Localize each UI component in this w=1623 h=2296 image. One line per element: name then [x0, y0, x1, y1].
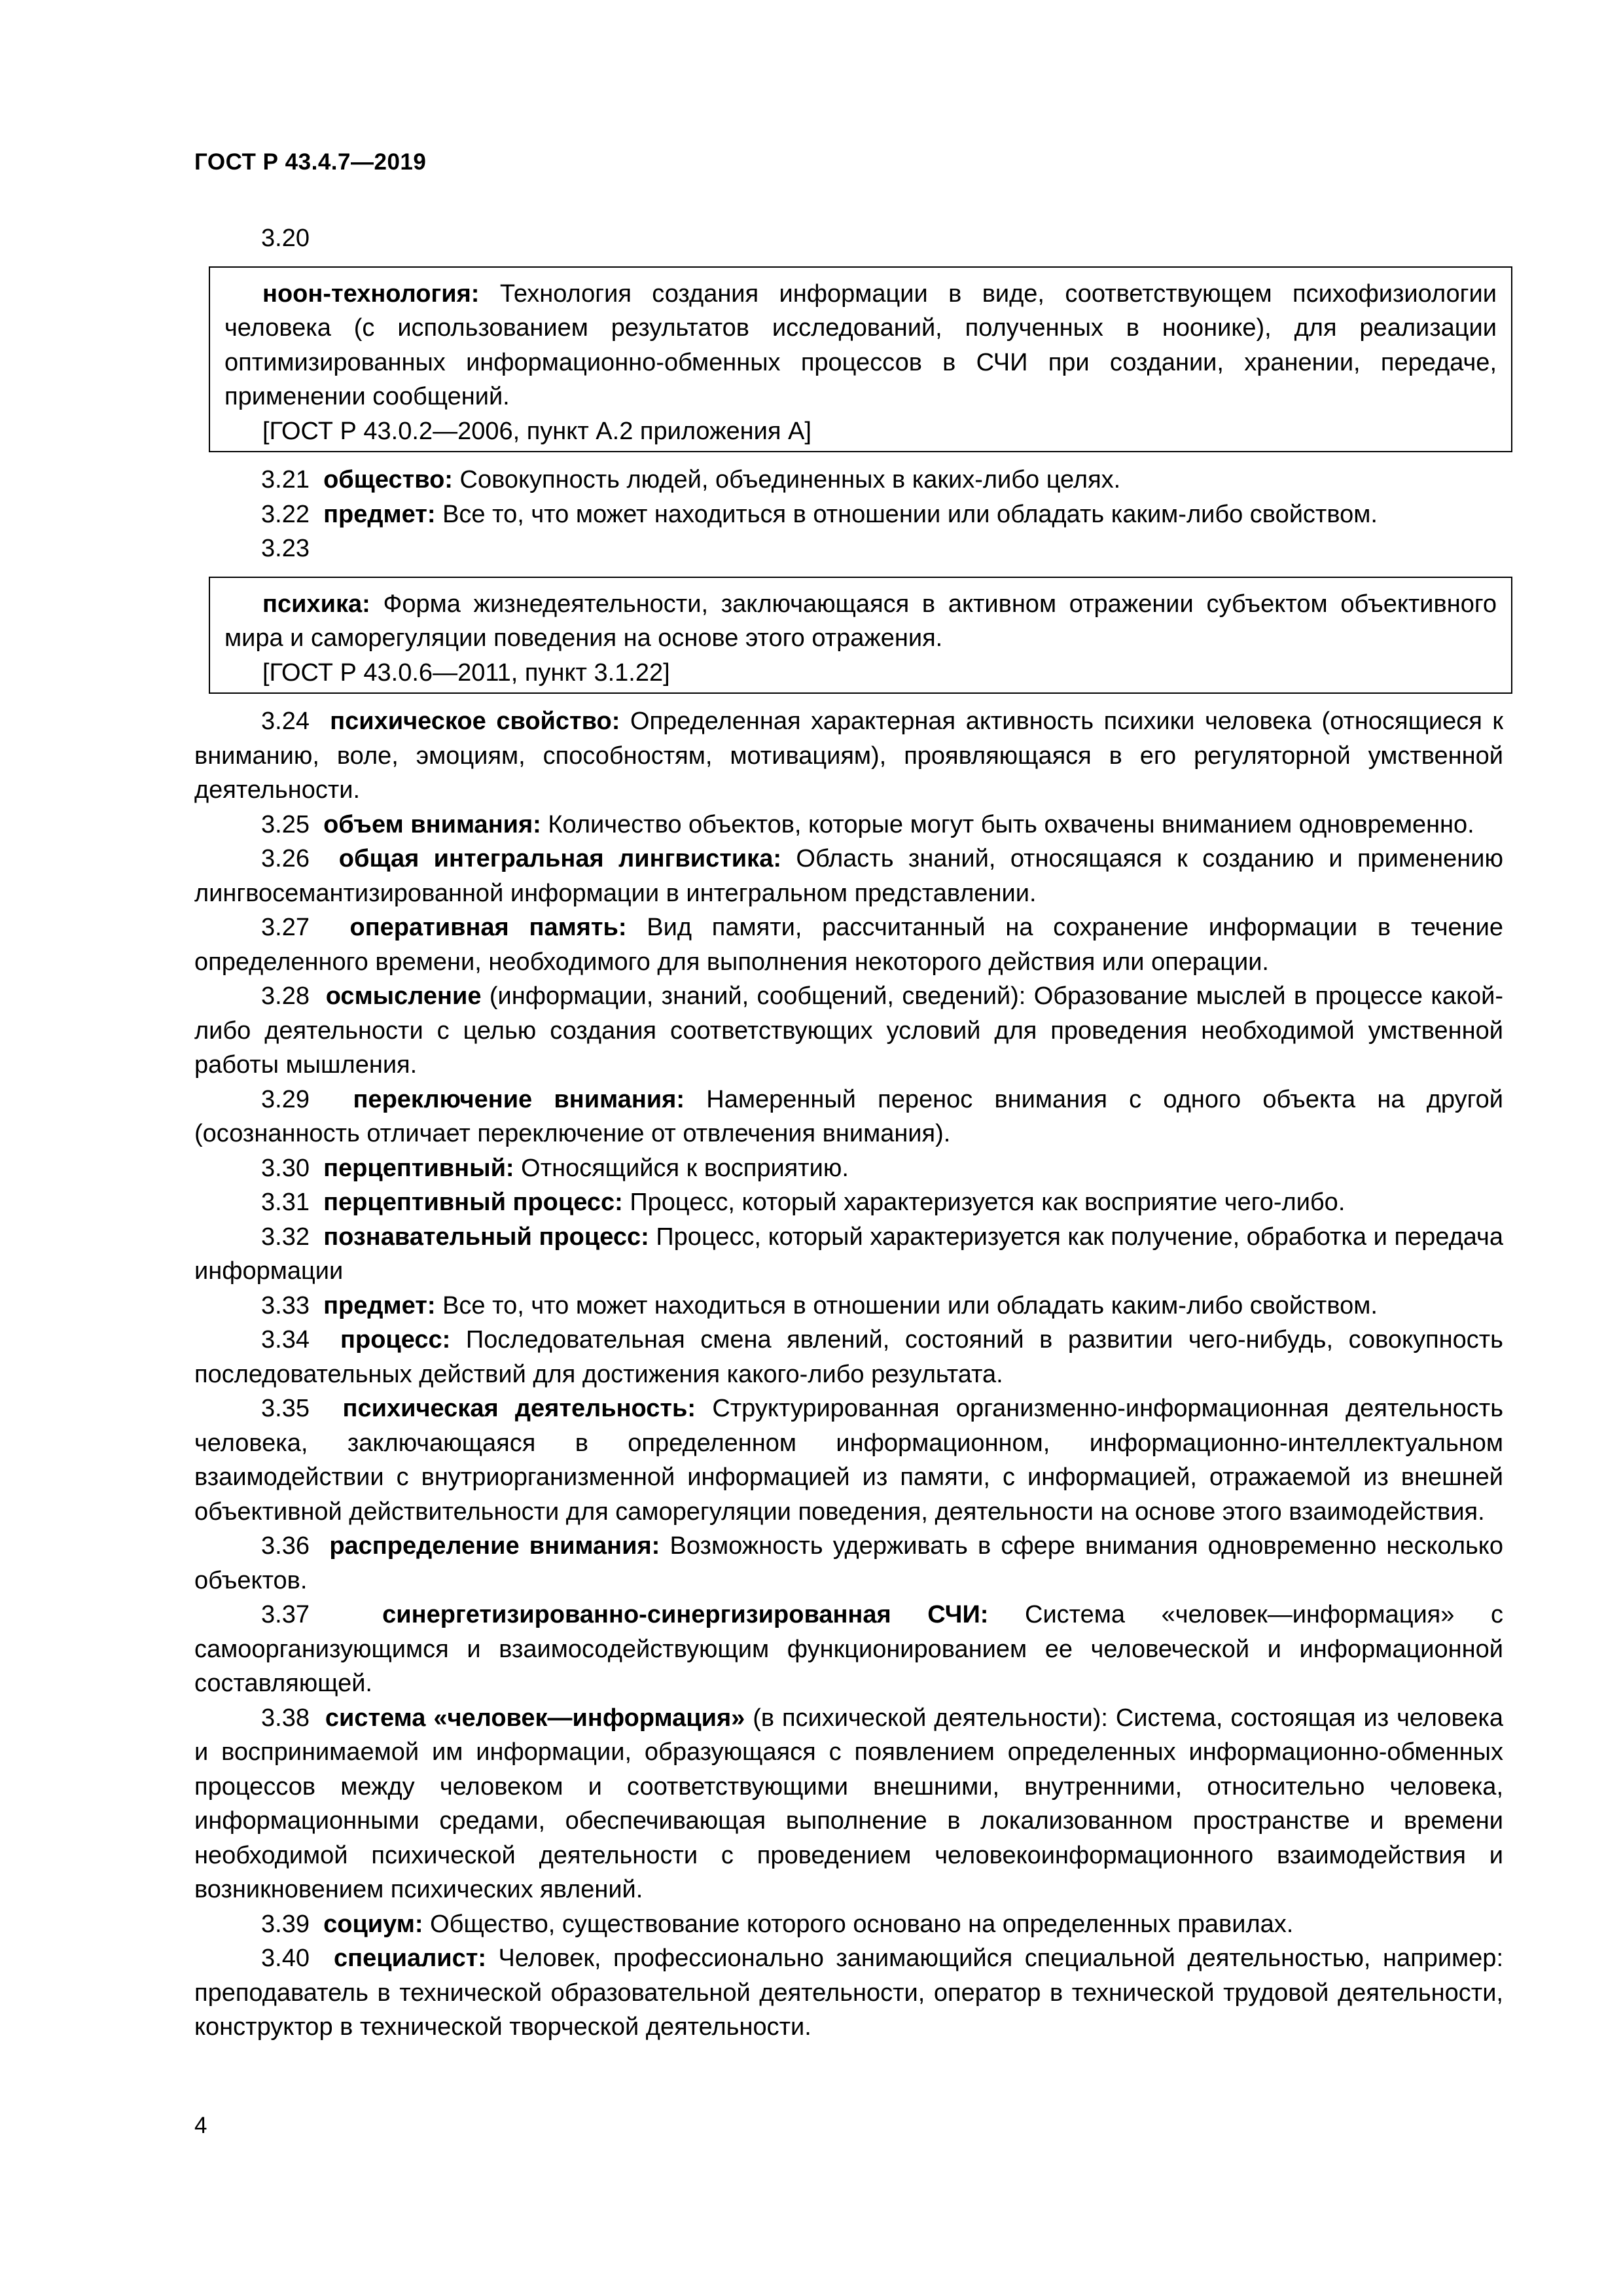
term-name: специалист: [334, 1945, 486, 1972]
term-definition: Человек, профессионально занимающийся специальной деятельностью, например: преподаватель в технической образовательной деятельности, оператор в технической трудовой деятельности, конструктор в технической творческой деятельности. [194, 1945, 1503, 2041]
term-number: 3.26 [261, 845, 310, 872]
term-number: 3.20 [261, 224, 310, 252]
term-number: 3.29 [261, 1085, 310, 1113]
term-entry [194, 1529, 1503, 1598]
definition-paragraph [224, 277, 1497, 414]
term-entry [194, 704, 1503, 808]
term-number: 3.27 [261, 914, 310, 941]
source-reference: [ГОСТ Р 43.0.2—2006, пункт А.2 приложения А] [262, 417, 812, 445]
term-name: осмысление [325, 982, 482, 1010]
term-number: 3.37 [261, 1601, 310, 1628]
term-name: предмет: [323, 500, 436, 528]
term-definition: Относящийся к восприятию. [514, 1154, 849, 1182]
term-name: объем внимания: [323, 810, 541, 838]
term-definition: Совокупность людей, объединенных в каких-либо целях. [452, 466, 1121, 493]
term-entry [194, 1391, 1503, 1529]
term-entry [194, 1323, 1503, 1391]
term-definition: Форма жизнедеятельности, заключающаяся в активном отражении субъектом объективного мира и саморегуляции поведения на основе этого отражения. [224, 590, 1497, 652]
term-name: общая интегральная лингвистика: [338, 845, 781, 872]
term-name: социум: [323, 1910, 423, 1938]
term-number: 3.32 [261, 1223, 310, 1251]
term-definition: Структурированная организменно-информационная деятельность человека, заключающаяся в определенном информационном, информационно-интеллектуальном взаимодействии с внутриорганизменной информацией из памяти, с информацией, отражаемой из внешней объективной действительности для саморегуляции поведения, деятельности на основе этого взаимодействия. [194, 1395, 1504, 1526]
term-number: 3.22 [261, 500, 310, 528]
term-entry [194, 463, 1503, 497]
term-definition: Система «человек—информация» с самоорганизующимся и взаимосодействующим функционированием ее человеческой и информационной составляющей. [194, 1601, 1503, 1697]
term-definition: Количество объектов, которые могут быть охвачены вниманием одновременно. [541, 810, 1474, 838]
term-name: система «человек—информация» [325, 1704, 745, 1732]
term-number: 3.34 [261, 1326, 310, 1354]
term-entry [194, 910, 1503, 979]
term-name: переключение внимания: [353, 1085, 685, 1113]
page-number: 4 [194, 2113, 207, 2138]
term-definition: Все то, что может находиться в отношении или обладать каким-либо свойством. [435, 1291, 1378, 1319]
document-body [194, 221, 1503, 2045]
term-entry [194, 1151, 1503, 1186]
term-definition: Последовательная смена явлений, состояний в развитии чего-нибудь, совокупность последовательных действий для достижения какого-либо результата. [194, 1326, 1503, 1388]
term-name: психическая деятельность: [342, 1395, 696, 1422]
term-name: перцептивный: [323, 1154, 514, 1182]
term-number: 3.33 [261, 1291, 310, 1319]
term-name: познавательный процесс: [323, 1223, 649, 1251]
term-number: 3.21 [261, 466, 310, 493]
term-number: 3.39 [261, 1910, 310, 1938]
term-number: 3.38 [261, 1704, 310, 1732]
term-entry [194, 1289, 1503, 1323]
term-name: ноон-технология: [262, 279, 480, 308]
term-definition: Процесс, который характеризуется как получение, обработка и передача информации [194, 1223, 1503, 1285]
term-number: 3.35 [261, 1395, 310, 1422]
term-definition: Область знаний, относящаяся к созданию и применению лингвосемантизированной информации в интегральном представлении. [194, 845, 1503, 907]
term-entry [194, 1907, 1503, 1942]
term-entry [194, 1220, 1503, 1289]
term-entry [194, 1083, 1503, 1151]
term-entry [194, 1701, 1503, 1907]
term-entry [194, 808, 1503, 842]
term-definition: Процесс, который характеризуется как восприятие чего-либо. [622, 1189, 1346, 1216]
term-definition: Намеренный перенос внимания с одного объекта на другой (осознанность отличает переключение от отвлечения внимания). [194, 1085, 1503, 1147]
term-name: оперативная память: [349, 914, 627, 941]
term-number: 3.36 [261, 1532, 310, 1560]
term-definition: Вид памяти, рассчитанный на сохранение информации в течение определенного времени, необходимого для выполнения некоторого действия или операции. [194, 914, 1503, 976]
term-number: 3.23 [261, 535, 310, 562]
term-definition: Технология создания информации в виде, соответствующем психофизиологии человека (с использованием результатов исследований, полученных в ноонике), для реализации оптимизированных информационно-обменных процессов в СЧИ при создании, хранении, передаче, применении сообщений. [224, 279, 1497, 410]
term-name: психика: [262, 590, 370, 618]
term-name: психическое свойство: [330, 708, 620, 735]
document-code-header: ГОСТ Р 43.4.7—2019 [194, 149, 427, 175]
term-definition: (информации, знаний, сообщений, сведений): Образование мыслей в процессе какой-либо деятельности с целью создания соответствующих условий для проведения необходимой умственной работы мышления. [194, 982, 1504, 1079]
source-reference: [ГОСТ Р 43.0.6—2011, пункт 3.1.22] [262, 658, 670, 687]
term-name: синергетизированно-синергизированная СЧИ: [382, 1601, 989, 1628]
term-entry [194, 1598, 1503, 1701]
term-number: 3.28 [261, 982, 310, 1010]
quoted-definition-box [209, 266, 1512, 453]
term-name: общество: [323, 466, 453, 493]
term-entry [194, 979, 1503, 1083]
term-name: распределение внимания: [329, 1532, 660, 1560]
term-definition: (в психической деятельности): Система, состоящая из человека и воспринимаемой им информации, образующаяся с появлением определенных информационно-обменных процессов между человеком и соответствующими внешними, внутренними, относительно человека, информационными средами, обеспечивающая выполнение в локализованном пространстве и времени необходимой психической деятельности с проведением человекоинформационного взаимодействия и возникновением психических явлений. [194, 1704, 1503, 1903]
term-entry [194, 842, 1503, 910]
term-name: перцептивный процесс: [323, 1189, 623, 1216]
term-number: 3.31 [261, 1189, 310, 1216]
term-definition: Все то, что может находиться в отношении или обладать каким-либо свойством. [435, 500, 1378, 528]
definition-paragraph [224, 587, 1497, 656]
term-name: процесс: [340, 1326, 451, 1354]
term-number: 3.25 [261, 810, 310, 838]
term-entry [194, 1941, 1503, 2045]
term-number: 3.24 [261, 708, 310, 735]
term-definition: Возможность удерживать в сфере внимания одновременно несколько объектов. [194, 1532, 1503, 1594]
quoted-definition-box [209, 577, 1512, 694]
term-entry [194, 497, 1503, 532]
term-entry [194, 1185, 1503, 1220]
term-definition: Определенная характерная активность психики человека (относящиеся к вниманию, воле, эмоциям, способностям, мотивациям), проявляющаяся в его регуляторной умственной деятельности. [194, 708, 1503, 804]
term-number: 3.30 [261, 1154, 310, 1182]
term-definition: Общество, существование которого основано на определенных правилах. [423, 1910, 1294, 1938]
term-name: предмет: [323, 1291, 436, 1319]
term-number: 3.40 [261, 1945, 310, 1972]
